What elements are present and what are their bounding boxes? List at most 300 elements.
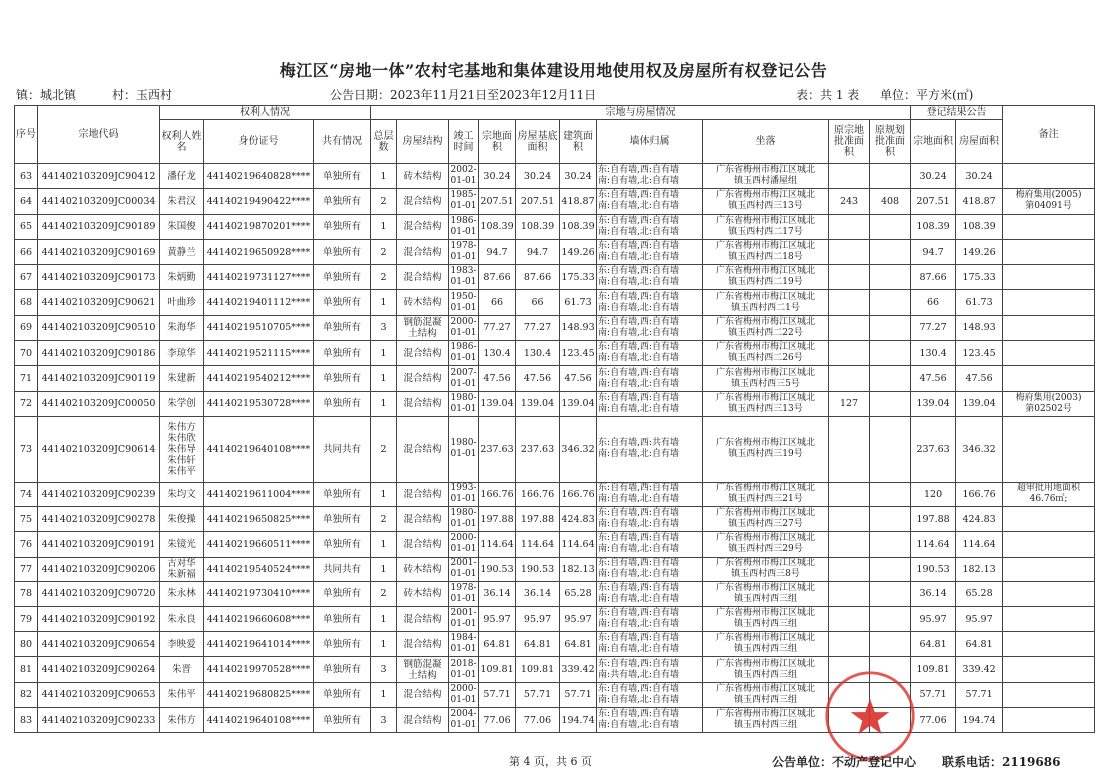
cell-structure: 砖木结构: [397, 557, 449, 581]
cell-orig-planned-area: [870, 632, 911, 657]
cell-owner: 朱学创: [160, 391, 204, 416]
cell-wall-ownership: 东:自有墙,西:自有墙 南:共有墙,北:自有墙: [597, 657, 703, 682]
cell-orig-approved-area: [829, 482, 870, 506]
phone-label: 联系电话：2119686: [942, 755, 1061, 769]
cell-completed-date: 1984-01-01: [449, 632, 479, 657]
cell-floors: 1: [371, 164, 397, 189]
cell-base-area: 139.04: [516, 391, 560, 416]
cell-id-number: 44140219640108****: [204, 416, 314, 482]
cell-orig-planned-area: [870, 506, 911, 531]
cell-wall-ownership: 东:自有墙,西:自有墙 南:自有墙,北:自有墙: [597, 239, 703, 264]
cell-owner: 黄静兰: [160, 239, 204, 264]
cell-id-number: 44140219680825****: [204, 682, 314, 707]
cell-structure: 钢筋混凝 土结构: [397, 657, 449, 682]
cell-id-number: 44140219970528****: [204, 657, 314, 682]
cell-orig-approved-area: [829, 366, 870, 391]
cell-wall-ownership: 东:自有墙,西:自有墙 南:自有墙,北:自有墙: [597, 532, 703, 557]
cell-reg-land-area: 57.71: [911, 682, 956, 707]
cell-location: 广东省梅州市梅江区城北 镇玉西村西三21号: [703, 482, 829, 506]
cell-base-area: 114.64: [516, 532, 560, 557]
cell-location: 广东省梅州市梅江区城北 镇玉西村西三13号: [703, 391, 829, 416]
cell-orig-approved-area: [829, 506, 870, 531]
cell-remark: [1003, 239, 1095, 264]
cell-seq: 74: [15, 482, 38, 506]
cell-orig-approved-area: [829, 315, 870, 340]
cell-location: 广东省梅州市梅江区城北 镇玉西村西二26号: [703, 341, 829, 366]
cell-owner: 朱炳勤: [160, 265, 204, 290]
cell-completed-date: 2018-01-01: [449, 657, 479, 682]
cell-share-type: 单独所有: [314, 606, 371, 631]
cell-build-area: 57.71: [560, 682, 597, 707]
cell-remark: [1003, 657, 1095, 682]
cell-id-number: 44140219731127****: [204, 265, 314, 290]
cell-remark: [1003, 265, 1095, 290]
cell-structure: 砖木结构: [397, 164, 449, 189]
cell-build-area: 194.74: [560, 708, 597, 733]
cell-floors: 1: [371, 366, 397, 391]
header-walls: 墙体归属: [597, 120, 703, 164]
cell-wall-ownership: 东:自有墙,西:共有墙 南:自有墙,北:自有墙: [597, 416, 703, 482]
cell-orig-approved-area: [829, 214, 870, 239]
cell-owner: 李琼华: [160, 341, 204, 366]
cell-seq: 70: [15, 341, 38, 366]
cell-build-area: 30.24: [560, 164, 597, 189]
cell-completed-date: 1993-01-01: [449, 482, 479, 506]
cell-base-area: 130.4: [516, 341, 560, 366]
cell-location: 广东省梅州市梅江区城北 镇玉西村西二1号: [703, 290, 829, 315]
cell-build-area: 65.28: [560, 581, 597, 606]
cell-owner: 朱镜光: [160, 532, 204, 557]
cell-parcel-code: 441402103209JC90119: [38, 366, 160, 391]
cell-base-area: 108.39: [516, 214, 560, 239]
cell-base-area: 94.7: [516, 239, 560, 264]
cell-wall-ownership: 东:自有墙,西:自有墙 南:自有墙,北:自有墙: [597, 708, 703, 733]
cell-structure: 砖木结构: [397, 290, 449, 315]
cell-wall-ownership: 东:自有墙,西:自有墙 南:自有墙,北:自有墙: [597, 214, 703, 239]
cell-completed-date: 2000-01-01: [449, 532, 479, 557]
cell-share-type: 单独所有: [314, 482, 371, 506]
cell-completed-date: 2007-01-01: [449, 366, 479, 391]
cell-build-area: 114.64: [560, 532, 597, 557]
cell-structure: 混合结构: [397, 506, 449, 531]
cell-location: 广东省梅州市梅江区城北 镇玉西村西三组: [703, 632, 829, 657]
cell-reg-land-area: 47.56: [911, 366, 956, 391]
cell-orig-planned-area: [870, 341, 911, 366]
cell-land-area: 77.27: [479, 315, 516, 340]
table-row: [15, 290, 1095, 315]
cell-reg-land-area: 30.24: [911, 164, 956, 189]
cell-remark: [1003, 708, 1095, 733]
cell-seq: 71: [15, 366, 38, 391]
cell-orig-planned-area: [870, 164, 911, 189]
table-row: [15, 482, 1095, 506]
cell-orig-planned-area: [870, 315, 911, 340]
cell-id-number: 44140219660608****: [204, 606, 314, 631]
cell-parcel-code: 441402103209JC90278: [38, 506, 160, 531]
cell-seq: 67: [15, 265, 38, 290]
cell-parcel-code: 441402103209JC90510: [38, 315, 160, 340]
cell-build-area: 61.73: [560, 290, 597, 315]
cell-location: 广东省梅州市梅江区城北 镇玉西村西二19号: [703, 265, 829, 290]
cell-land-area: 109.81: [479, 657, 516, 682]
cell-reg-land-area: 66: [911, 290, 956, 315]
cell-reg-land-area: 190.53: [911, 557, 956, 581]
cell-remark: 超审批用地面积 46.76㎡;: [1003, 482, 1095, 506]
cell-structure: 混合结构: [397, 189, 449, 214]
cell-reg-house-area: 108.39: [956, 214, 1003, 239]
table-row: [15, 239, 1095, 264]
cell-wall-ownership: 东:自有墙,西:自有墙 南:自有墙,北:自有墙: [597, 482, 703, 506]
header-structure: 房屋结构: [397, 120, 449, 164]
page-indicator: 第 4 页，共 6 页: [509, 755, 592, 768]
cell-share-type: 单独所有: [314, 581, 371, 606]
cell-orig-approved-area: [829, 557, 870, 581]
cell-id-number: 44140219401112****: [204, 290, 314, 315]
cell-structure: 混合结构: [397, 239, 449, 264]
cell-location: 广东省梅州市梅江区城北 镇玉西村西二18号: [703, 239, 829, 264]
cell-completed-date: 1980-01-01: [449, 391, 479, 416]
cell-reg-house-area: 139.04: [956, 391, 1003, 416]
cell-seq: 82: [15, 682, 38, 707]
cell-orig-planned-area: [870, 265, 911, 290]
cell-seq: 75: [15, 506, 38, 531]
cell-build-area: 346.32: [560, 416, 597, 482]
table-row: [15, 506, 1095, 531]
cell-seq: 77: [15, 557, 38, 581]
cell-reg-land-area: 77.06: [911, 708, 956, 733]
header-seq: 序号: [15, 106, 38, 164]
cell-build-area: 123.45: [560, 341, 597, 366]
cell-id-number: 44140219640828****: [204, 164, 314, 189]
cell-remark: [1003, 366, 1095, 391]
cell-floors: 1: [371, 214, 397, 239]
cell-remark: 梅府集用(2005) 第04091号: [1003, 189, 1095, 214]
cell-land-area: 64.81: [479, 632, 516, 657]
cell-owner: 朱伟方: [160, 708, 204, 733]
cell-reg-house-area: 114.64: [956, 532, 1003, 557]
cell-base-area: 197.88: [516, 506, 560, 531]
cell-reg-house-area: 95.97: [956, 606, 1003, 631]
cell-parcel-code: 441402103209JC90233: [38, 708, 160, 733]
cell-wall-ownership: 东:自有墙,西:自有墙 南:自有墙,北:自有墙: [597, 557, 703, 581]
cell-seq: 66: [15, 239, 38, 264]
cell-id-number: 44140219521115****: [204, 341, 314, 366]
table-row: [15, 315, 1095, 340]
cell-orig-planned-area: [870, 532, 911, 557]
cell-floors: 1: [371, 391, 397, 416]
cell-reg-land-area: 94.7: [911, 239, 956, 264]
cell-share-type: 单独所有: [314, 632, 371, 657]
cell-id-number: 44140219490422****: [204, 189, 314, 214]
cell-floors: 1: [371, 341, 397, 366]
table-row: [15, 657, 1095, 682]
cell-parcel-code: 441402103209JC90191: [38, 532, 160, 557]
cell-location: 广东省梅州市梅江区城北 镇玉西村西三组: [703, 682, 829, 707]
cell-floors: 3: [371, 657, 397, 682]
cell-completed-date: 1950-01-01: [449, 290, 479, 315]
cell-floors: 2: [371, 416, 397, 482]
cell-parcel-code: 441402103209JC90173: [38, 265, 160, 290]
cell-share-type: 单独所有: [314, 682, 371, 707]
cell-land-area: 197.88: [479, 506, 516, 531]
cell-wall-ownership: 东:自有墙,西:自有墙 南:自有墙,北:自有墙: [597, 682, 703, 707]
cell-location: 广东省梅州市梅江区城北 镇玉西村西三19号: [703, 416, 829, 482]
table-row: [15, 606, 1095, 631]
cell-owner: 朱永林: [160, 581, 204, 606]
cell-seq: 83: [15, 708, 38, 733]
cell-reg-house-area: 175.33: [956, 265, 1003, 290]
cell-orig-approved-area: [829, 606, 870, 631]
cell-land-area: 36.14: [479, 581, 516, 606]
cell-parcel-code: 441402103209JC90206: [38, 557, 160, 581]
cell-seq: 81: [15, 657, 38, 682]
cell-id-number: 44140219611004****: [204, 482, 314, 506]
cell-base-area: 66: [516, 290, 560, 315]
header-remark: 备注: [1003, 106, 1095, 164]
cell-wall-ownership: 东:自有墙,西:自有墙 南:自有墙,北:自有墙: [597, 606, 703, 631]
cell-location: 广东省梅州市梅江区城北 镇玉西村西二17号: [703, 214, 829, 239]
cell-land-area: 47.56: [479, 366, 516, 391]
cell-owner: 朱君汉: [160, 189, 204, 214]
cell-location: 广东省梅州市梅江区城北 镇玉西村西三组: [703, 606, 829, 631]
notice-date: 公告日期：2023年11月21日至2023年12月11日: [330, 88, 597, 102]
cell-wall-ownership: 东:自有墙,西:自有墙 南:自有墙,北:自有墙: [597, 290, 703, 315]
header-land-group: 宗地与房屋情况: [371, 106, 911, 120]
cell-completed-date: 1980-01-01: [449, 416, 479, 482]
cell-remark: [1003, 341, 1095, 366]
cell-reg-land-area: 87.66: [911, 265, 956, 290]
header-location: 坐落: [703, 120, 829, 164]
cell-orig-approved-area: [829, 632, 870, 657]
header-build-area: 建筑面积: [560, 120, 597, 164]
cell-orig-approved-area: [829, 290, 870, 315]
cell-parcel-code: 441402103209JC90720: [38, 581, 160, 606]
cell-land-area: 30.24: [479, 164, 516, 189]
cell-wall-ownership: 东:自有墙,西:自有墙 南:自有墙,北:自有墙: [597, 581, 703, 606]
cell-wall-ownership: 东:自有墙,西:自有墙 南:自有墙,北:自有墙: [597, 506, 703, 531]
cell-base-area: 64.81: [516, 632, 560, 657]
cell-reg-land-area: 237.63: [911, 416, 956, 482]
cell-land-area: 139.04: [479, 391, 516, 416]
cell-wall-ownership: 东:自有墙,西:自有墙 南:自有墙,北:自有墙: [597, 341, 703, 366]
cell-location: 广东省梅州市梅江区城北 镇玉西村西三5号: [703, 366, 829, 391]
cell-id-number: 44140219540212****: [204, 366, 314, 391]
cell-base-area: 36.14: [516, 581, 560, 606]
header-rights-group: 权利人情况: [160, 106, 371, 120]
header-share: 共有情况: [314, 120, 371, 164]
cell-orig-approved-area: 127: [829, 391, 870, 416]
cell-structure: 混合结构: [397, 482, 449, 506]
cell-reg-house-area: 339.42: [956, 657, 1003, 682]
cell-completed-date: 1978-01-01: [449, 239, 479, 264]
cell-reg-house-area: 57.71: [956, 682, 1003, 707]
cell-remark: [1003, 315, 1095, 340]
cell-reg-house-area: 166.76: [956, 482, 1003, 506]
cell-wall-ownership: 东:自有墙,西:自有墙 南:自有墙,北:自有墙: [597, 632, 703, 657]
header-id: 身份证号: [204, 120, 314, 164]
cell-location: 广东省梅州市梅江区城北 镇玉西村西三27号: [703, 506, 829, 531]
cell-land-area: 77.06: [479, 708, 516, 733]
cell-id-number: 44140219660511****: [204, 532, 314, 557]
cell-completed-date: 2004-01-01: [449, 708, 479, 733]
cell-parcel-code: 441402103209JC90239: [38, 482, 160, 506]
cell-seq: 69: [15, 315, 38, 340]
cell-structure: 混合结构: [397, 341, 449, 366]
cell-owner: 朱俊操: [160, 506, 204, 531]
cell-build-area: 139.04: [560, 391, 597, 416]
cell-base-area: 237.63: [516, 416, 560, 482]
cell-parcel-code: 441402103209JC00034: [38, 189, 160, 214]
cell-share-type: 单独所有: [314, 214, 371, 239]
cell-reg-house-area: 194.74: [956, 708, 1003, 733]
cell-id-number: 44140219730410****: [204, 581, 314, 606]
cell-reg-land-area: 77.27: [911, 315, 956, 340]
cell-reg-house-area: 65.28: [956, 581, 1003, 606]
cell-reg-house-area: 149.26: [956, 239, 1003, 264]
cell-remark: [1003, 682, 1095, 707]
cell-floors: 1: [371, 606, 397, 631]
cell-remark: [1003, 506, 1095, 531]
cell-reg-house-area: 148.93: [956, 315, 1003, 340]
table-row: [15, 189, 1095, 214]
cell-reg-house-area: 424.83: [956, 506, 1003, 531]
cell-seq: 73: [15, 416, 38, 482]
cell-completed-date: 2002-01-01: [449, 164, 479, 189]
cell-structure: 混合结构: [397, 708, 449, 733]
cell-seq: 78: [15, 581, 38, 606]
cell-land-area: 108.39: [479, 214, 516, 239]
table-row: [15, 366, 1095, 391]
cell-share-type: 单独所有: [314, 708, 371, 733]
cell-parcel-code: 441402103209JC90189: [38, 214, 160, 239]
cell-seq: 80: [15, 632, 38, 657]
cell-reg-house-area: 182.13: [956, 557, 1003, 581]
cell-share-type: 单独所有: [314, 532, 371, 557]
cell-remark: [1003, 557, 1095, 581]
cell-orig-approved-area: [829, 239, 870, 264]
cell-wall-ownership: 东:自有墙,西:自有墙 南:自有墙,北:自有墙: [597, 366, 703, 391]
cell-floors: 2: [371, 189, 397, 214]
cell-base-area: 47.56: [516, 366, 560, 391]
cell-completed-date: 2000-01-01: [449, 682, 479, 707]
cell-build-area: 418.87: [560, 189, 597, 214]
cell-land-area: 95.97: [479, 606, 516, 631]
cell-structure: 混合结构: [397, 682, 449, 707]
cell-floors: 1: [371, 557, 397, 581]
cell-reg-house-area: 47.56: [956, 366, 1003, 391]
cell-build-area: 175.33: [560, 265, 597, 290]
cell-build-area: 148.93: [560, 315, 597, 340]
cell-parcel-code: 441402103209JC90169: [38, 239, 160, 264]
cell-parcel-code: 441402103209JC90653: [38, 682, 160, 707]
cell-completed-date: 2001-01-01: [449, 557, 479, 581]
cell-reg-land-area: 36.14: [911, 581, 956, 606]
cell-location: 广东省梅州市梅江区城北 镇玉西村西二22号: [703, 315, 829, 340]
cell-land-area: 237.63: [479, 416, 516, 482]
cell-land-area: 57.71: [479, 682, 516, 707]
table-count: 表：共 1 表: [796, 88, 860, 102]
cell-structure: 混合结构: [397, 606, 449, 631]
header-floors: 总层数: [371, 120, 397, 164]
cell-base-area: 207.51: [516, 189, 560, 214]
cell-base-area: 57.71: [516, 682, 560, 707]
header-orig-approved: 原宗地批准面积: [829, 120, 870, 164]
cell-location: 广东省梅州市梅江区城北 镇玉西村西三8号: [703, 557, 829, 581]
cell-share-type: 单独所有: [314, 366, 371, 391]
publisher-label: 公告单位：不动产登记中心: [772, 755, 917, 769]
unit-label: 单位：平方米(㎡): [880, 88, 974, 102]
cell-orig-planned-area: [870, 581, 911, 606]
cell-structure: 混合结构: [397, 532, 449, 557]
cell-owner: 古对华 朱新福: [160, 557, 204, 581]
cell-seq: 65: [15, 214, 38, 239]
cell-build-area: 149.26: [560, 239, 597, 264]
cell-base-area: 77.06: [516, 708, 560, 733]
cell-remark: [1003, 632, 1095, 657]
cell-owner: 朱伟方 朱伟欣 朱伟导 朱伟轩 朱伟平: [160, 416, 204, 482]
cell-parcel-code: 441402103209JC90192: [38, 606, 160, 631]
cell-floors: 1: [371, 682, 397, 707]
cell-share-type: 单独所有: [314, 315, 371, 340]
cell-remark: [1003, 416, 1095, 482]
cell-remark: [1003, 290, 1095, 315]
cell-seq: 76: [15, 532, 38, 557]
cell-parcel-code: 441402103209JC90614: [38, 416, 160, 482]
cell-share-type: 单独所有: [314, 657, 371, 682]
cell-seq: 64: [15, 189, 38, 214]
cell-orig-approved-area: [829, 341, 870, 366]
cell-parcel-code: 441402103209JC00050: [38, 391, 160, 416]
cell-id-number: 44140219530728****: [204, 391, 314, 416]
cell-orig-planned-area: [870, 214, 911, 239]
cell-reg-land-area: 114.64: [911, 532, 956, 557]
cell-parcel-code: 441402103209JC90621: [38, 290, 160, 315]
cell-completed-date: 1978-01-01: [449, 581, 479, 606]
cell-orig-planned-area: [870, 391, 911, 416]
table-row: [15, 682, 1095, 707]
table-row: [15, 391, 1095, 416]
cell-wall-ownership: 东:自有墙,西:自有墙 南:自有墙,北:自有墙: [597, 315, 703, 340]
cell-orig-approved-area: [829, 164, 870, 189]
cell-parcel-code: 441402103209JC90654: [38, 632, 160, 657]
cell-share-type: 共同共有: [314, 416, 371, 482]
cell-orig-approved-area: [829, 265, 870, 290]
cell-floors: 1: [371, 290, 397, 315]
cell-land-area: 166.76: [479, 482, 516, 506]
cell-completed-date: 2000-01-01: [449, 315, 479, 340]
cell-id-number: 44140219641014****: [204, 632, 314, 657]
cell-reg-house-area: 30.24: [956, 164, 1003, 189]
cell-id-number: 44140219650928****: [204, 239, 314, 264]
cell-land-area: 87.66: [479, 265, 516, 290]
table-row: [15, 416, 1095, 482]
cell-floors: 3: [371, 708, 397, 733]
cell-structure: 混合结构: [397, 366, 449, 391]
table-row: [15, 581, 1095, 606]
cell-share-type: 单独所有: [314, 239, 371, 264]
cell-completed-date: 1985-01-01: [449, 189, 479, 214]
cell-floors: 2: [371, 581, 397, 606]
table-row: [15, 532, 1095, 557]
cell-base-area: 30.24: [516, 164, 560, 189]
cell-share-type: 单独所有: [314, 391, 371, 416]
cell-wall-ownership: 东:自有墙,西:自有墙 南:自有墙,北:自有墙: [597, 189, 703, 214]
cell-base-area: 109.81: [516, 657, 560, 682]
cell-completed-date: 1986-01-01: [449, 214, 479, 239]
cell-orig-approved-area: [829, 581, 870, 606]
cell-base-area: 77.27: [516, 315, 560, 340]
cell-owner: 朱建新: [160, 366, 204, 391]
